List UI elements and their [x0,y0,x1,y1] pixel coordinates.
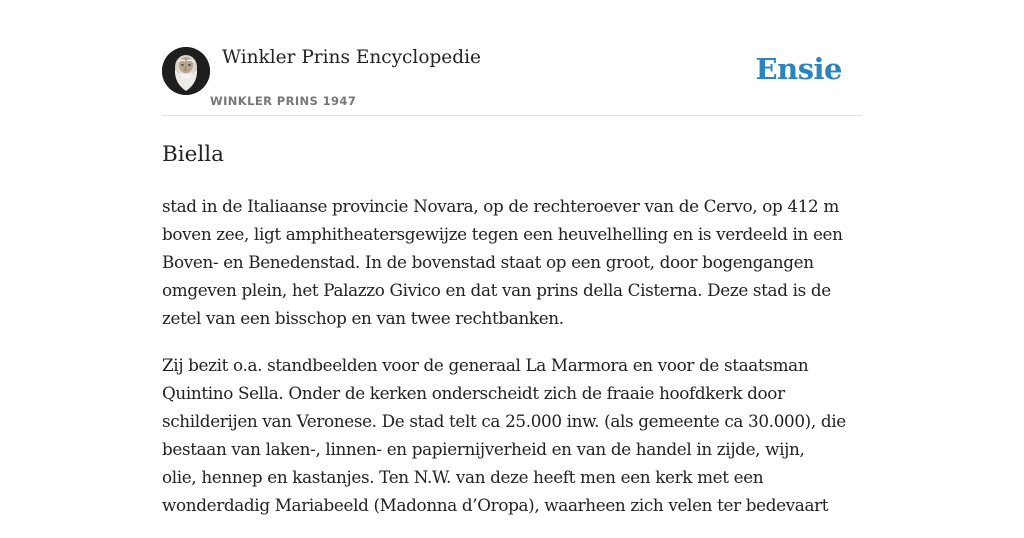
paragraph-line: schilderijen van Veronese. De stad telt ca 25.000 inw. (als gemeente ca 30.000), die [162,411,846,431]
author-avatar-icon[interactable] [162,47,210,95]
page-title: Biella [162,142,224,167]
paragraph-line: bestaan van laken-, linnen- en papiernijverheid en van de handel in zijde, wijn, [162,439,805,459]
article-paragraph [162,351,862,519]
paragraph-line: wonderdadig Mariabeeld (Madonna d’Oropa), waarheen zich velen ter bedevaart [162,495,829,515]
paragraph-line: Boven- en Benedenstad. In de bovenstad staat op een groot, door bogengangen [162,252,814,272]
paragraph-line: stad in de Italiaanse provincie Novara, op de rechteroever van de Cervo, op 412 m [162,196,839,216]
article-body [162,192,862,538]
paragraph-line: zetel van een bisschop en van twee rechtbanken. [162,308,564,328]
paragraph-line: olie, hennep en kastanjes. Ten N.W. van deze heeft men een kerk met een [162,467,764,487]
site-title[interactable]: Winkler Prins Encyclopedie [222,47,481,68]
ensie-logo-link[interactable]: Ensie [755,52,842,86]
paragraph-line: boven zee, ligt amphitheatersgewijze tegen een heuvelhelling en is verdeeld in een [162,224,843,244]
paragraph-line: Quintino Sella. Onder de kerken onderscheidt zich de fraaie hoofdkerk door [162,383,785,403]
article-paragraph [162,192,862,332]
source-label[interactable]: WINKLER PRINS 1947 [210,94,357,108]
page-content [162,0,862,515]
paragraph-line: omgeven plein, het Palazzo Givico en dat van prins della Cisterna. Deze stad is de [162,280,831,300]
paragraph-line: Zij bezit o.a. standbeelden voor de generaal La Marmora en voor de staatsman [162,355,809,375]
header-divider [162,115,862,116]
bearded-man-portrait-icon [162,47,210,95]
